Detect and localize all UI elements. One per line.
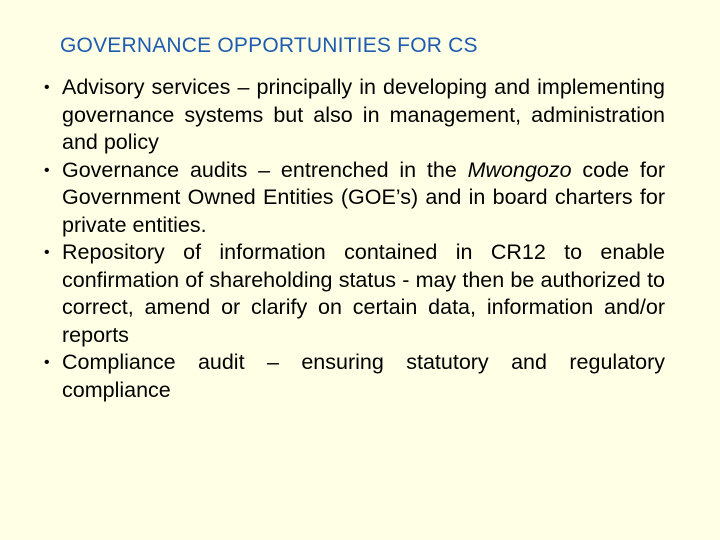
bullet-text: Compliance audit – ensuring statutory and regulatory compliance: [62, 350, 665, 402]
bullet-icon: •: [44, 161, 50, 179]
bullet-icon: •: [44, 354, 50, 371]
bullet-item-governance-audits: [44, 157, 665, 240]
bullet-text-end: code for Government Owned Entities (GOE’s) and in board charters for private entities.: [62, 157, 665, 237]
slide-title: GOVERNANCE OPPORTUNITIES FOR CS: [60, 34, 478, 57]
bullet-list: [44, 74, 665, 404]
bullet-item-compliance: [44, 349, 665, 404]
bullet-item-repository: [44, 239, 665, 349]
bullet-text-italic: Mwongozo: [467, 157, 572, 182]
bullet-icon: •: [44, 79, 50, 96]
bullet-item-advisory: [44, 74, 665, 157]
bullet-icon: •: [44, 244, 50, 261]
bullet-text: Repository of information contained in CR12 to enable confirmation of shareholding status - may then be authorized to correct, amend or clarify on certain data, information and/or reports: [62, 240, 665, 347]
bullet-text-start: Governance audits – entrenched in the: [62, 157, 468, 182]
bullet-text: Advisory services – principally in developing and implementing governance systems but also in management, administration and policy: [62, 75, 665, 154]
